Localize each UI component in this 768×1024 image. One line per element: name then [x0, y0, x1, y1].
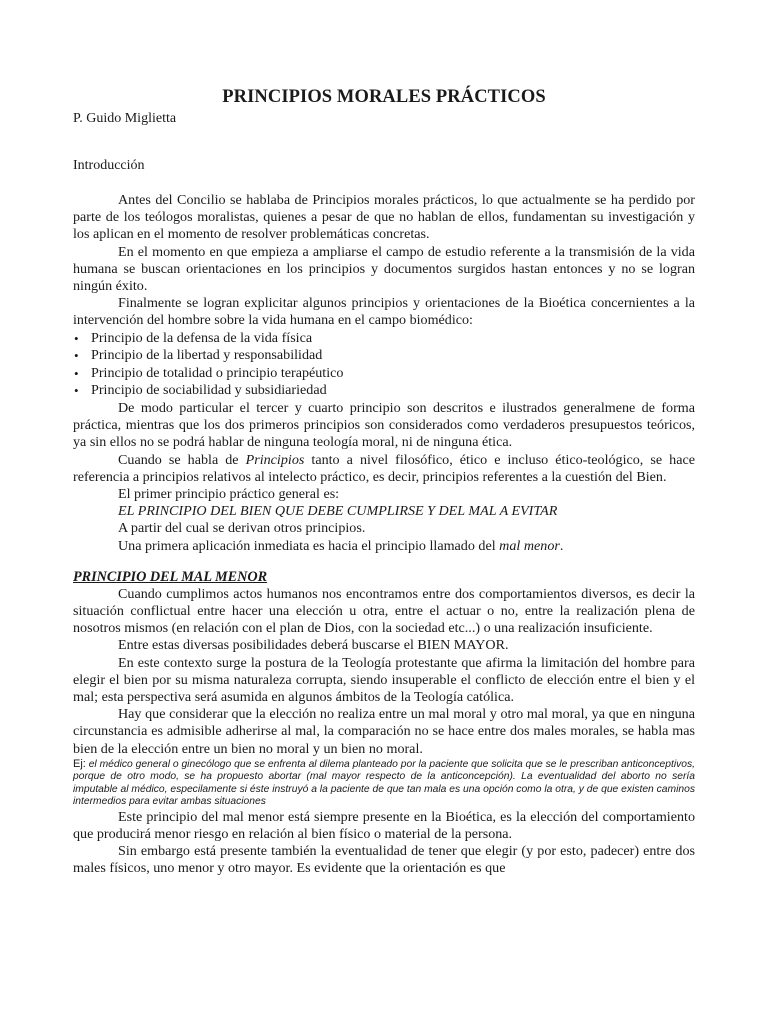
principles-list: [73, 330, 695, 400]
paragraph-5: [73, 452, 695, 486]
emphasis: Principios: [245, 451, 305, 468]
example-label: Ej:: [73, 757, 86, 770]
list-item: • Principio de la defensa de la vida física: [91, 330, 695, 348]
paragraph-10: Cuando cumplimos actos humanos nos encontramos entre dos comportamientos diversos, es decir la situación conflictual entre hacer una elección u otra, entre el actuar o no, entre la realización plena de nosotros mismos (en relación con el plan de Dios, con la sociedad etc...) o una realización insuficiente.: [73, 585, 695, 637]
section-heading-text: PRINCIPIO DEL MAL MENOR: [73, 568, 268, 585]
list-item: • Principio de la libertad y responsabilidad: [91, 347, 695, 365]
principle-statement: EL PRINCIPIO DEL BIEN QUE DEBE CUMPLIRSE Y DEL MAL A EVITAR: [118, 503, 558, 520]
paragraph-14: Este principio del mal menor está siempre presente en la Bioética, es la elección del comportamiento que producirá menor riesgo en relación al bien físico o material de la persona.: [73, 808, 695, 843]
author-line: P. Guido Miglietta: [73, 111, 177, 126]
paragraph-9: [73, 538, 695, 555]
paragraph-2: En el momento en que empieza a ampliarse el campo de estudio referente a la transmisión de la vida humana se buscan orientaciones en los principios y documentos surgidos hastan entonces y no se logran ningún éxito.: [73, 243, 695, 295]
section-heading: [73, 569, 695, 586]
intro-heading: Introducción: [73, 158, 145, 173]
paragraph-11: Entre estas diversas posibilidades deberá buscarse el BIEN MAYOR.: [118, 637, 509, 654]
list-item: • Principio de sociabilidad y subsidiariedad: [91, 382, 695, 400]
list-item: • Principio de totalidad o principio terapéutico: [91, 365, 695, 383]
paragraph-13: Hay que considerar que la elección no realiza entre un mal moral y otro mal moral, ya que en ninguna circunstancia es admisible adherirse al mal, la comparación no se hace entre dos males morales, se habla mas bien de la elección entre un bien no moral y un bien no moral.: [73, 706, 695, 757]
example-note: [73, 758, 695, 809]
text-run: Una primera aplicación inmediata es hacia el principio llamado del: [118, 537, 500, 554]
paragraph-1: Antes del Concilio se hablaba de Principios morales prácticos, lo que actualmente se ha perdido por parte de los teólogos moralistas, quienes a pesar de que no hablan de ellos, fundamentan su investigación y los aplican en el momento de resolver problemáticas concretas.: [73, 192, 695, 243]
paragraph-6: El primer principio práctico general es:: [118, 486, 340, 503]
paragraph-12: En este contexto surge la postura de la Teología protestante que afirma la limitación del hombre para elegir el bien por su misma naturaleza corrupta, siendo insuperable el conflicto de elección entre el bien y el mal; esta perspectiva será asumida en algunos ámbitos de la Teología católica.: [73, 654, 695, 706]
text-run: Cuando se habla de: [118, 451, 246, 468]
paragraph-8: A partir del cual se derivan otros principios.: [118, 520, 366, 537]
paragraph-3: Finalmente se logran explicitar algunos principios y orientaciones de la Bioética concernientes a la intervención del hombre sobre la vida humana en el campo biomédico:: [73, 295, 695, 329]
paragraph-4: De modo particular el tercer y cuarto principio son descritos e ilustrados generalmene de forma práctica, mientras que los dos primeros principios son considerados como verdaderos presupuestos teóricos, ya sin ellos no se podrá hablar de ninguna teología moral, ni de ninguna ética.: [73, 400, 695, 451]
paragraph-15: Sin embargo está presente también la eventualidad de tener que elegir (y por esto, padecer) entre dos males físicos, uno menor y otro mayor. Es evidente que la orientación es que: [73, 843, 695, 877]
text-run: .: [559, 537, 564, 554]
emphasis: mal menor: [499, 537, 560, 554]
document-title: PRINCIPIOS MORALES PRÁCTICOS: [222, 87, 546, 107]
example-text: el médico general o ginecólogo que se enfrenta al dilema planteado por la paciente que solicita que se le prescriban anticonceptivos, porque de otro modo, se ha propuesto abortar (mal mayor respecto de la anticoncepción). La eventualidad del aborto no sería imputable al médico, especilamente si éste instruyó a la paciente de que tan mala es una opción como la otra, y de que existen caminos intermedios para evitar ambas situaciones: [73, 758, 695, 808]
text-run: tanto a nivel filosófico, ético e incluso ético-teológico, se hace referencia a principios relativos al intelecto práctico, es decir, principios referentes a la cuestión del Bien.: [73, 451, 695, 485]
